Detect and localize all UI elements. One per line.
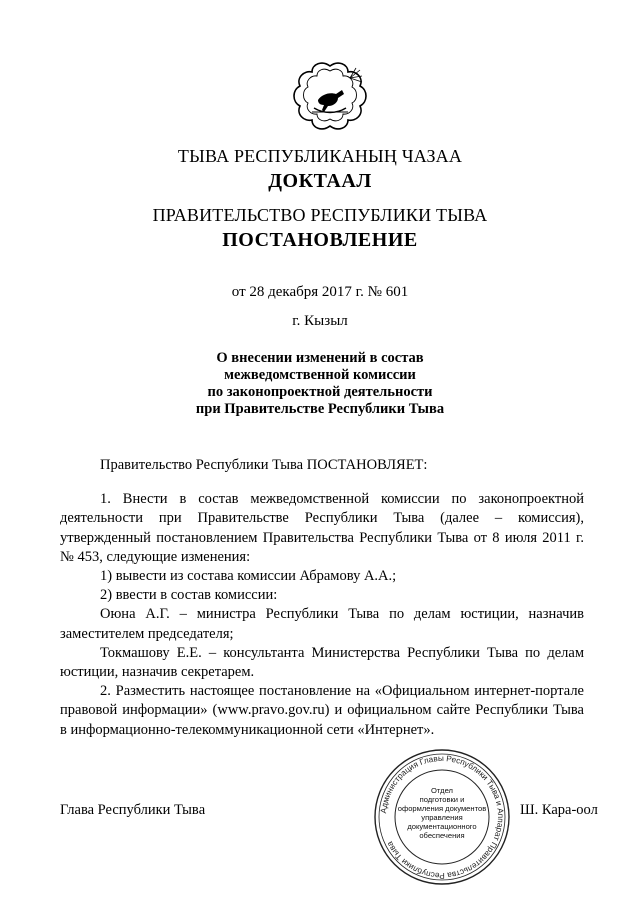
doc-title: [0, 350, 640, 418]
stamp-line: подготовки и: [419, 795, 465, 804]
doc-type: ПОСТАНОВЛЕНИЕ: [222, 229, 418, 251]
body-paragraph-1-1: 1) вывести из состава комиссии Абрамову А.А.;: [100, 568, 397, 585]
doc-type-tyvan: ДОКТААЛ: [268, 170, 372, 192]
body-paragraph-1-2: 2) ввести в состав комиссии:: [100, 587, 278, 604]
doc-city: г. Кызыл: [292, 313, 348, 329]
stamp-line: Отдел: [431, 786, 453, 795]
doc-body: [60, 456, 584, 740]
doc-date-number: от 28 декабря 2017 г. № 601: [231, 284, 409, 300]
stamp-line: оформления документов: [397, 804, 487, 813]
republic-name-tyvan: ТЫВА РЕСПУБЛИКАНЫҢ ЧАЗАА: [177, 146, 463, 166]
government-name: ПРАВИТЕЛЬСТВО РЕСПУБЛИКИ ТЫВА: [152, 205, 488, 225]
stamp-line: управления: [421, 813, 463, 822]
stamp-line: обеспечения: [419, 831, 465, 840]
title-line: О внесении изменений в состав: [216, 350, 424, 366]
title-line: по законопроектной деятельности: [207, 384, 433, 400]
body-paragraph-2: 2. Разместить настоящее постановление на «Официальном интернет-портале правовой информации» (www.pravo.gov.ru) и официальном сайте Республики Тыва в информационно-телекоммуникационной сети «Интернет».: [60, 683, 584, 738]
tyva-emblem-icon: [290, 60, 370, 132]
stamp-center-text: [397, 786, 487, 840]
signatory-name: Ш. Кара-оол: [520, 802, 598, 818]
body-lead: Правительство Республики Тыва ПОСТАНОВЛЯЕТ:: [100, 457, 428, 473]
title-line: межведомственной комиссии: [224, 367, 416, 383]
body-paragraph-1-2a: Оюна А.Г. – министра Республики Тыва по делам юстиции, назначив заместителем председателя;: [60, 606, 584, 642]
body-paragraph-1-2b: Токмашову Е.Е. – консультанта Министерства Республики Тыва по делам юстиции, назначив секретарем.: [60, 644, 584, 681]
title-line: при Правительстве Республики Тыва: [195, 401, 445, 417]
stamp-line: документационного: [407, 822, 477, 831]
signatory-position: Глава Республики Тывa: [60, 802, 206, 818]
body-paragraph-1: 1. Внести в состав межведомственной комиссии по законопроектной деятельности при Правительстве Республики Тыва (далее – комиссия), утвержденный постановлением Правительства Республики Тыва от 8 июля 2011 г. № 453, следующие изменения:: [60, 491, 584, 565]
stamp-ring-text: Администрация Главы Республики Тыва и Аппарат Правительства Республики Тыва: [379, 753, 506, 881]
